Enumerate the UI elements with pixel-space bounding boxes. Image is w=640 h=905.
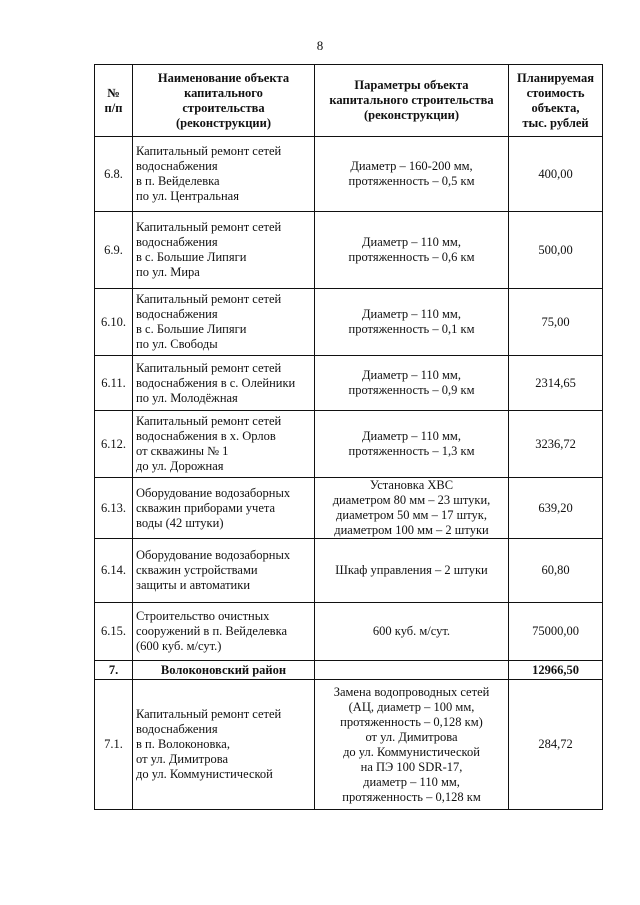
table-row: [95, 478, 603, 539]
row-cost: 60,80: [509, 539, 603, 603]
section-title: Волоконовский район: [133, 661, 315, 680]
section-row: [95, 661, 603, 680]
capital-construction-table: [94, 64, 603, 810]
table-row: [95, 539, 603, 603]
row-cost: 284,72: [509, 680, 603, 810]
row-cost: 75,00: [509, 289, 603, 356]
table-row: [95, 212, 603, 289]
row-num: 6.15.: [95, 603, 133, 661]
row-params: Диаметр – 110 мм, протяженность – 0,6 км: [315, 212, 509, 289]
row-name: Капитальный ремонт сетей водоснабжения в с. Большие Липяги по ул. Мира: [133, 212, 315, 289]
row-params: 600 куб. м/сут.: [315, 603, 509, 661]
section-cost: 12966,50: [509, 661, 603, 680]
row-name: Оборудование водозаборных скважин приборами учета воды (42 штуки): [133, 478, 315, 539]
row-num: 6.14.: [95, 539, 133, 603]
row-num: 6.12.: [95, 411, 133, 478]
row-params: Диаметр – 110 мм, протяженность – 0,1 км: [315, 289, 509, 356]
table-header-row: [95, 65, 603, 137]
page-number: 8: [316, 38, 324, 53]
section-num: 7.: [95, 661, 133, 680]
row-name: Капитальный ремонт сетей водоснабжения в с. Олейники по ул. Молодёжная: [133, 356, 315, 411]
row-cost: 500,00: [509, 212, 603, 289]
row-num: 6.8.: [95, 137, 133, 212]
row-name: Строительство очистных сооружений в п. Вейделевка (600 куб. м/сут.): [133, 603, 315, 661]
header-cost: Планируемая стоимость объекта, тыс. рублей: [509, 65, 603, 137]
row-name: Капитальный ремонт сетей водоснабжения в х. Орлов от скважины № 1 до ул. Дорожная: [133, 411, 315, 478]
row-name: Капитальный ремонт сетей водоснабжения в п. Вейделевка по ул. Центральная: [133, 137, 315, 212]
row-cost: 75000,00: [509, 603, 603, 661]
row-num: 7.1.: [95, 680, 133, 810]
row-cost: 3236,72: [509, 411, 603, 478]
row-cost: 2314,65: [509, 356, 603, 411]
table-row: [95, 137, 603, 212]
row-num: 6.9.: [95, 212, 133, 289]
table-row: [95, 680, 603, 810]
header-name: Наименование объекта капитального строительства (реконструкции): [133, 65, 315, 137]
table-row: [95, 603, 603, 661]
table-row: [95, 356, 603, 411]
table-row: [95, 289, 603, 356]
table-row: [95, 411, 603, 478]
row-num: 6.10.: [95, 289, 133, 356]
header-num: № п/п: [95, 65, 133, 137]
row-params: Шкаф управления – 2 штуки: [315, 539, 509, 603]
row-num: 6.11.: [95, 356, 133, 411]
row-name: Капитальный ремонт сетей водоснабжения в с. Большие Липяги по ул. Свободы: [133, 289, 315, 356]
row-params: Диаметр – 110 мм, протяженность – 0,9 км: [315, 356, 509, 411]
row-cost: 400,00: [509, 137, 603, 212]
row-num: 6.13.: [95, 478, 133, 539]
section-params-empty: [315, 661, 509, 680]
row-params: Установка ХВС диаметром 80 мм – 23 штуки, диаметром 50 мм – 17 штук, диаметром 100 мм – 2 штуки: [315, 478, 509, 539]
row-name: Оборудование водозаборных скважин устройствами защиты и автоматики: [133, 539, 315, 603]
header-params: Параметры объекта капитального строительства (реконструкции): [315, 65, 509, 137]
row-params: Диаметр – 110 мм, протяженность – 1,3 км: [315, 411, 509, 478]
row-params: Замена водопроводных сетей (АЦ, диаметр – 100 мм, протяженность – 0,128 км) от ул. Димитрова до ул. Коммунистической на ПЭ 100 SDR-17, диаметр – 110 мм, протяженность – 0,128 км: [315, 680, 509, 810]
row-params: Диаметр – 160-200 мм, протяженность – 0,5 км: [315, 137, 509, 212]
row-cost: 639,20: [509, 478, 603, 539]
row-name: Капитальный ремонт сетей водоснабжения в п. Волоконовка, от ул. Димитрова до ул. Коммунистической: [133, 680, 315, 810]
